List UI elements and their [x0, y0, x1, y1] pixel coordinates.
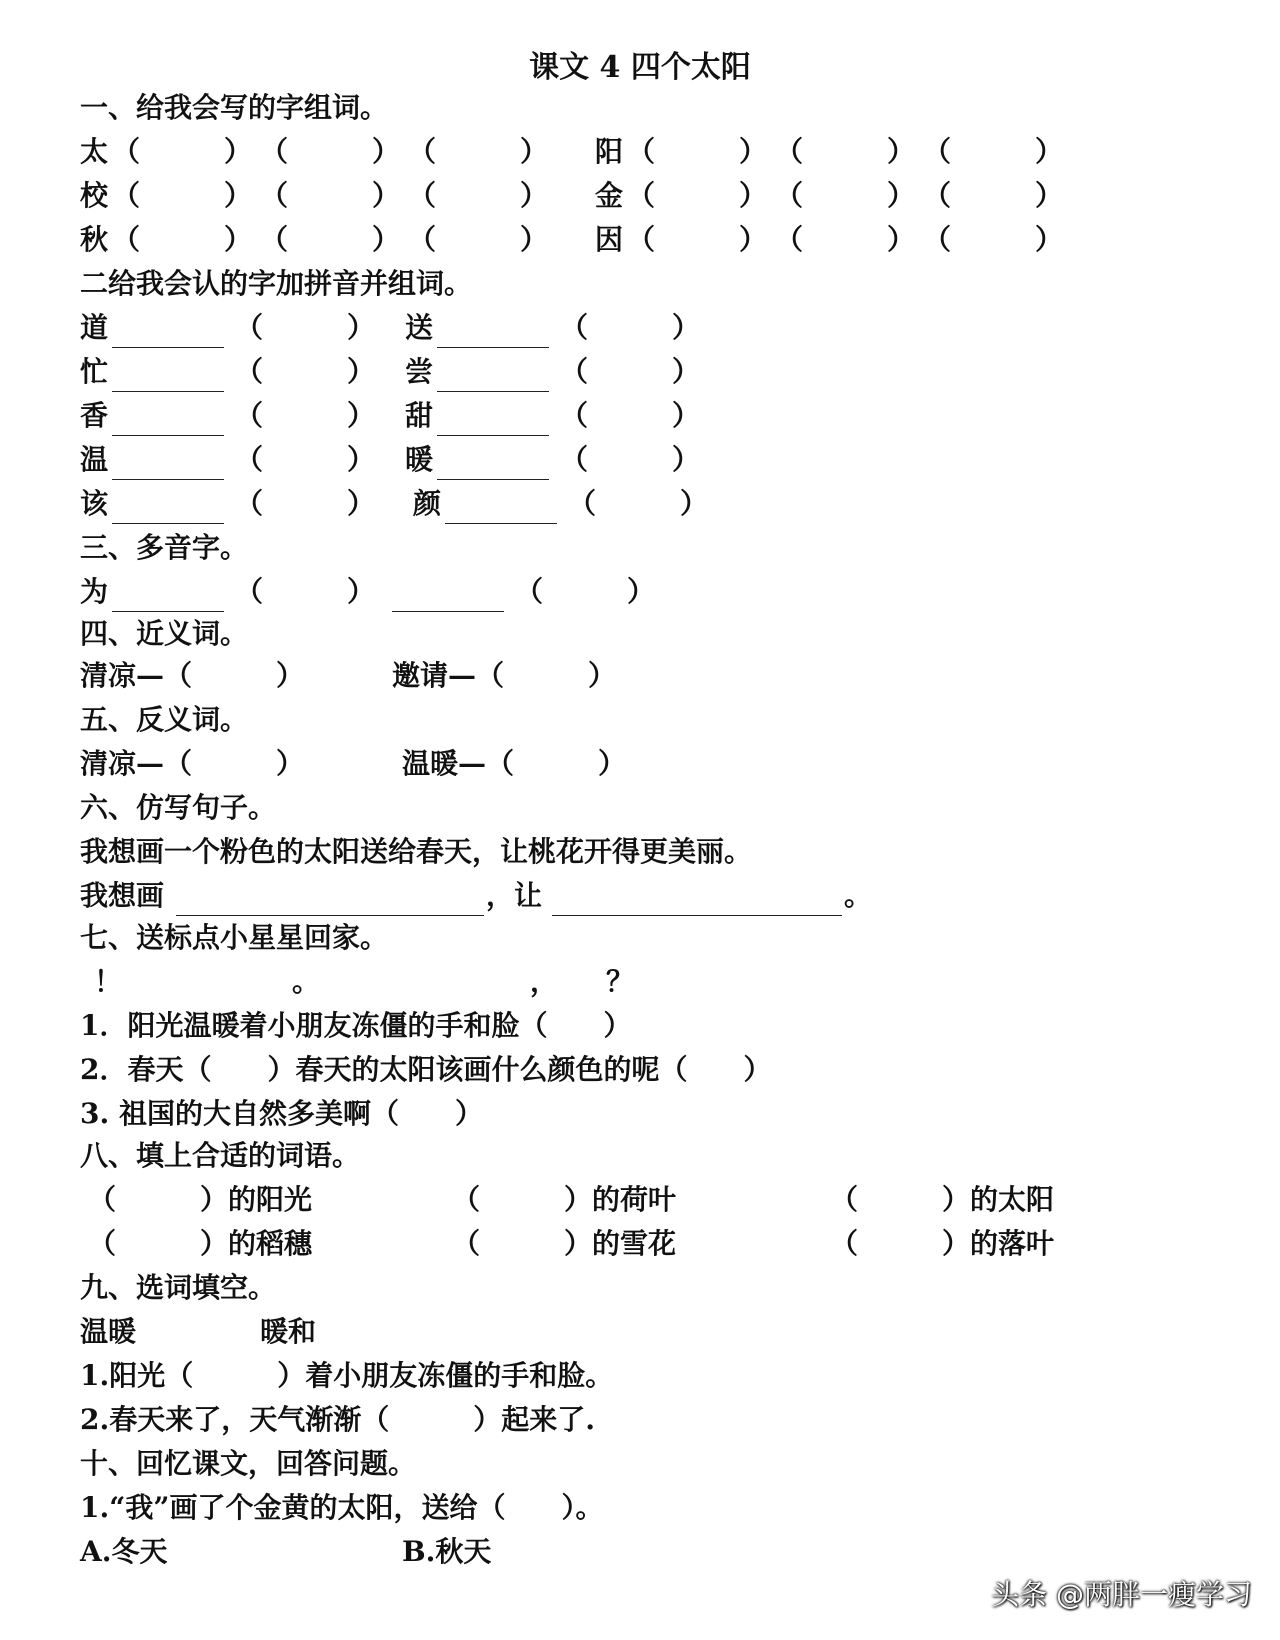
s2-paren: （ ）	[235, 399, 376, 432]
s1-paren: （ ）	[627, 179, 768, 212]
s2-paren: （ ）	[235, 443, 376, 476]
s3-paren: （ ）	[515, 575, 656, 608]
s2-paren: （ ）	[568, 487, 709, 520]
s1-paren: （ ）	[408, 179, 549, 212]
pinyin-blank[interactable]	[437, 308, 549, 348]
synonym-item: 清凉—（ ）	[80, 659, 305, 692]
synonym-item: 邀请—（ ）	[392, 659, 617, 692]
page-title: 课文 4 四个太阳	[529, 50, 751, 85]
s1-paren: （ ）	[923, 223, 1064, 256]
fill-phrase: （ ）的雪花	[452, 1227, 677, 1260]
punctuation-mark: ，	[530, 965, 559, 998]
s6-end: 。	[844, 879, 873, 912]
s1-paren: （ ）	[408, 223, 549, 256]
section-10-heading: 十、回忆课文，回答问题。	[80, 1447, 417, 1480]
option-a[interactable]: A.冬天	[80, 1535, 168, 1568]
s1-paren: （ ）	[923, 135, 1064, 168]
s2-char: 该	[80, 487, 109, 520]
s1-char: 阳	[595, 135, 624, 168]
s1-char: 秋	[80, 223, 109, 256]
punctuation-mark: ！	[94, 965, 123, 998]
fill-phrase: （ ）的太阳	[830, 1183, 1055, 1216]
pinyin-blank[interactable]	[437, 352, 549, 392]
s1-paren: （ ）	[775, 179, 916, 212]
section-9-heading: 九、选词填空。	[80, 1271, 277, 1304]
s7-question-1: 1．阳光温暖着小朋友冻僵的手和脸（ ）	[80, 1009, 632, 1042]
s7-question-2: 2．春天（ ）春天的太阳该画什么颜色的呢（ ）	[80, 1053, 772, 1086]
punctuation-mark: ？	[606, 965, 635, 998]
s2-char: 温	[80, 443, 109, 476]
s1-paren: （ ）	[775, 135, 916, 168]
s1-char: 太	[80, 135, 109, 168]
s2-char: 香	[80, 399, 109, 432]
section-6-heading: 六、仿写句子。	[80, 791, 277, 824]
sentence-blank[interactable]	[176, 876, 484, 916]
antonym-item: 清凉—（ ）	[80, 747, 305, 780]
s1-paren: （ ）	[260, 179, 401, 212]
section-5-heading: 五、反义词。	[80, 703, 249, 736]
option-b[interactable]: B.秋天	[402, 1535, 492, 1568]
s1-paren: （ ）	[775, 223, 916, 256]
s2-paren: （ ）	[560, 355, 701, 388]
word-choice: 温暖	[80, 1315, 137, 1348]
s6-prefix: 我想画	[80, 879, 165, 912]
s1-paren: （ ）	[627, 135, 768, 168]
s2-paren: （ ）	[560, 399, 701, 432]
watermark: 头条 @两胖一瘦学习	[991, 1578, 1252, 1611]
s2-paren: （ ）	[235, 355, 376, 388]
s2-char: 道	[80, 311, 109, 344]
s2-char: 甜	[405, 399, 434, 432]
punctuation-mark: 。	[292, 965, 321, 998]
fill-phrase: （ ）的荷叶	[452, 1183, 677, 1216]
s2-paren: （ ）	[560, 311, 701, 344]
s9-question-1: 1.阳光（ ）着小朋友冻僵的手和脸。	[80, 1359, 614, 1392]
section-7-heading: 七、送标点小星星回家。	[80, 921, 389, 954]
s6-example: 我想画一个粉色的太阳送给春天，让桃花开得更美丽。	[80, 835, 753, 868]
fill-phrase: （ ）的阳光	[88, 1183, 313, 1216]
s2-char: 暖	[405, 443, 434, 476]
s1-paren: （ ）	[260, 135, 401, 168]
s3-char: 为	[80, 575, 109, 608]
s2-char: 送	[405, 311, 434, 344]
s6-mid: ，让	[486, 879, 543, 912]
s2-paren: （ ）	[560, 443, 701, 476]
pinyin-blank[interactable]	[437, 440, 549, 480]
s1-paren: （ ）	[923, 179, 1064, 212]
s9-question-2: 2.春天来了，天气渐渐（ ）起来了.	[80, 1403, 595, 1436]
pinyin-blank[interactable]	[112, 308, 224, 348]
s1-paren: （ ）	[112, 223, 253, 256]
section-8-heading: 八、填上合适的词语。	[80, 1139, 361, 1172]
s1-char: 金	[595, 179, 624, 212]
antonym-item: 温暖—（ ）	[402, 747, 627, 780]
s2-char: 颜	[413, 487, 442, 520]
sentence-blank[interactable]	[552, 876, 842, 916]
section-1-heading: 一、给我会写的字组词。	[80, 91, 389, 124]
s2-paren: （ ）	[235, 487, 376, 520]
s2-paren: （ ）	[235, 311, 376, 344]
s1-paren: （ ）	[408, 135, 549, 168]
pinyin-blank[interactable]	[437, 396, 549, 436]
fill-phrase: （ ）的落叶	[830, 1227, 1055, 1260]
section-2-heading: 二给我会认的字加拼音并组词。	[80, 267, 473, 300]
section-3-heading: 三、多音字。	[80, 531, 249, 564]
s1-paren: （ ）	[112, 135, 253, 168]
s10-question-1: 1.“我”画了个金黄的太阳，送给（ ）。	[80, 1491, 604, 1524]
pinyin-blank[interactable]	[112, 352, 224, 392]
s1-paren: （ ）	[260, 223, 401, 256]
s2-char: 尝	[405, 355, 434, 388]
s3-paren: （ ）	[235, 575, 376, 608]
s1-char: 因	[595, 223, 624, 256]
pinyin-blank[interactable]	[112, 440, 224, 480]
s1-char: 校	[80, 179, 109, 212]
pinyin-blank[interactable]	[112, 572, 224, 612]
pinyin-blank[interactable]	[112, 484, 224, 524]
pinyin-blank[interactable]	[112, 396, 224, 436]
s2-char: 忙	[80, 355, 109, 388]
s1-paren: （ ）	[112, 179, 253, 212]
fill-phrase: （ ）的稻穗	[88, 1227, 313, 1260]
section-4-heading: 四、近义词。	[80, 617, 249, 650]
s1-paren: （ ）	[627, 223, 768, 256]
pinyin-blank[interactable]	[392, 572, 504, 612]
pinyin-blank[interactable]	[445, 484, 557, 524]
s7-question-3: 3. 祖国的大自然多美啊（ ）	[80, 1097, 483, 1130]
word-choice: 暖和	[260, 1315, 317, 1348]
